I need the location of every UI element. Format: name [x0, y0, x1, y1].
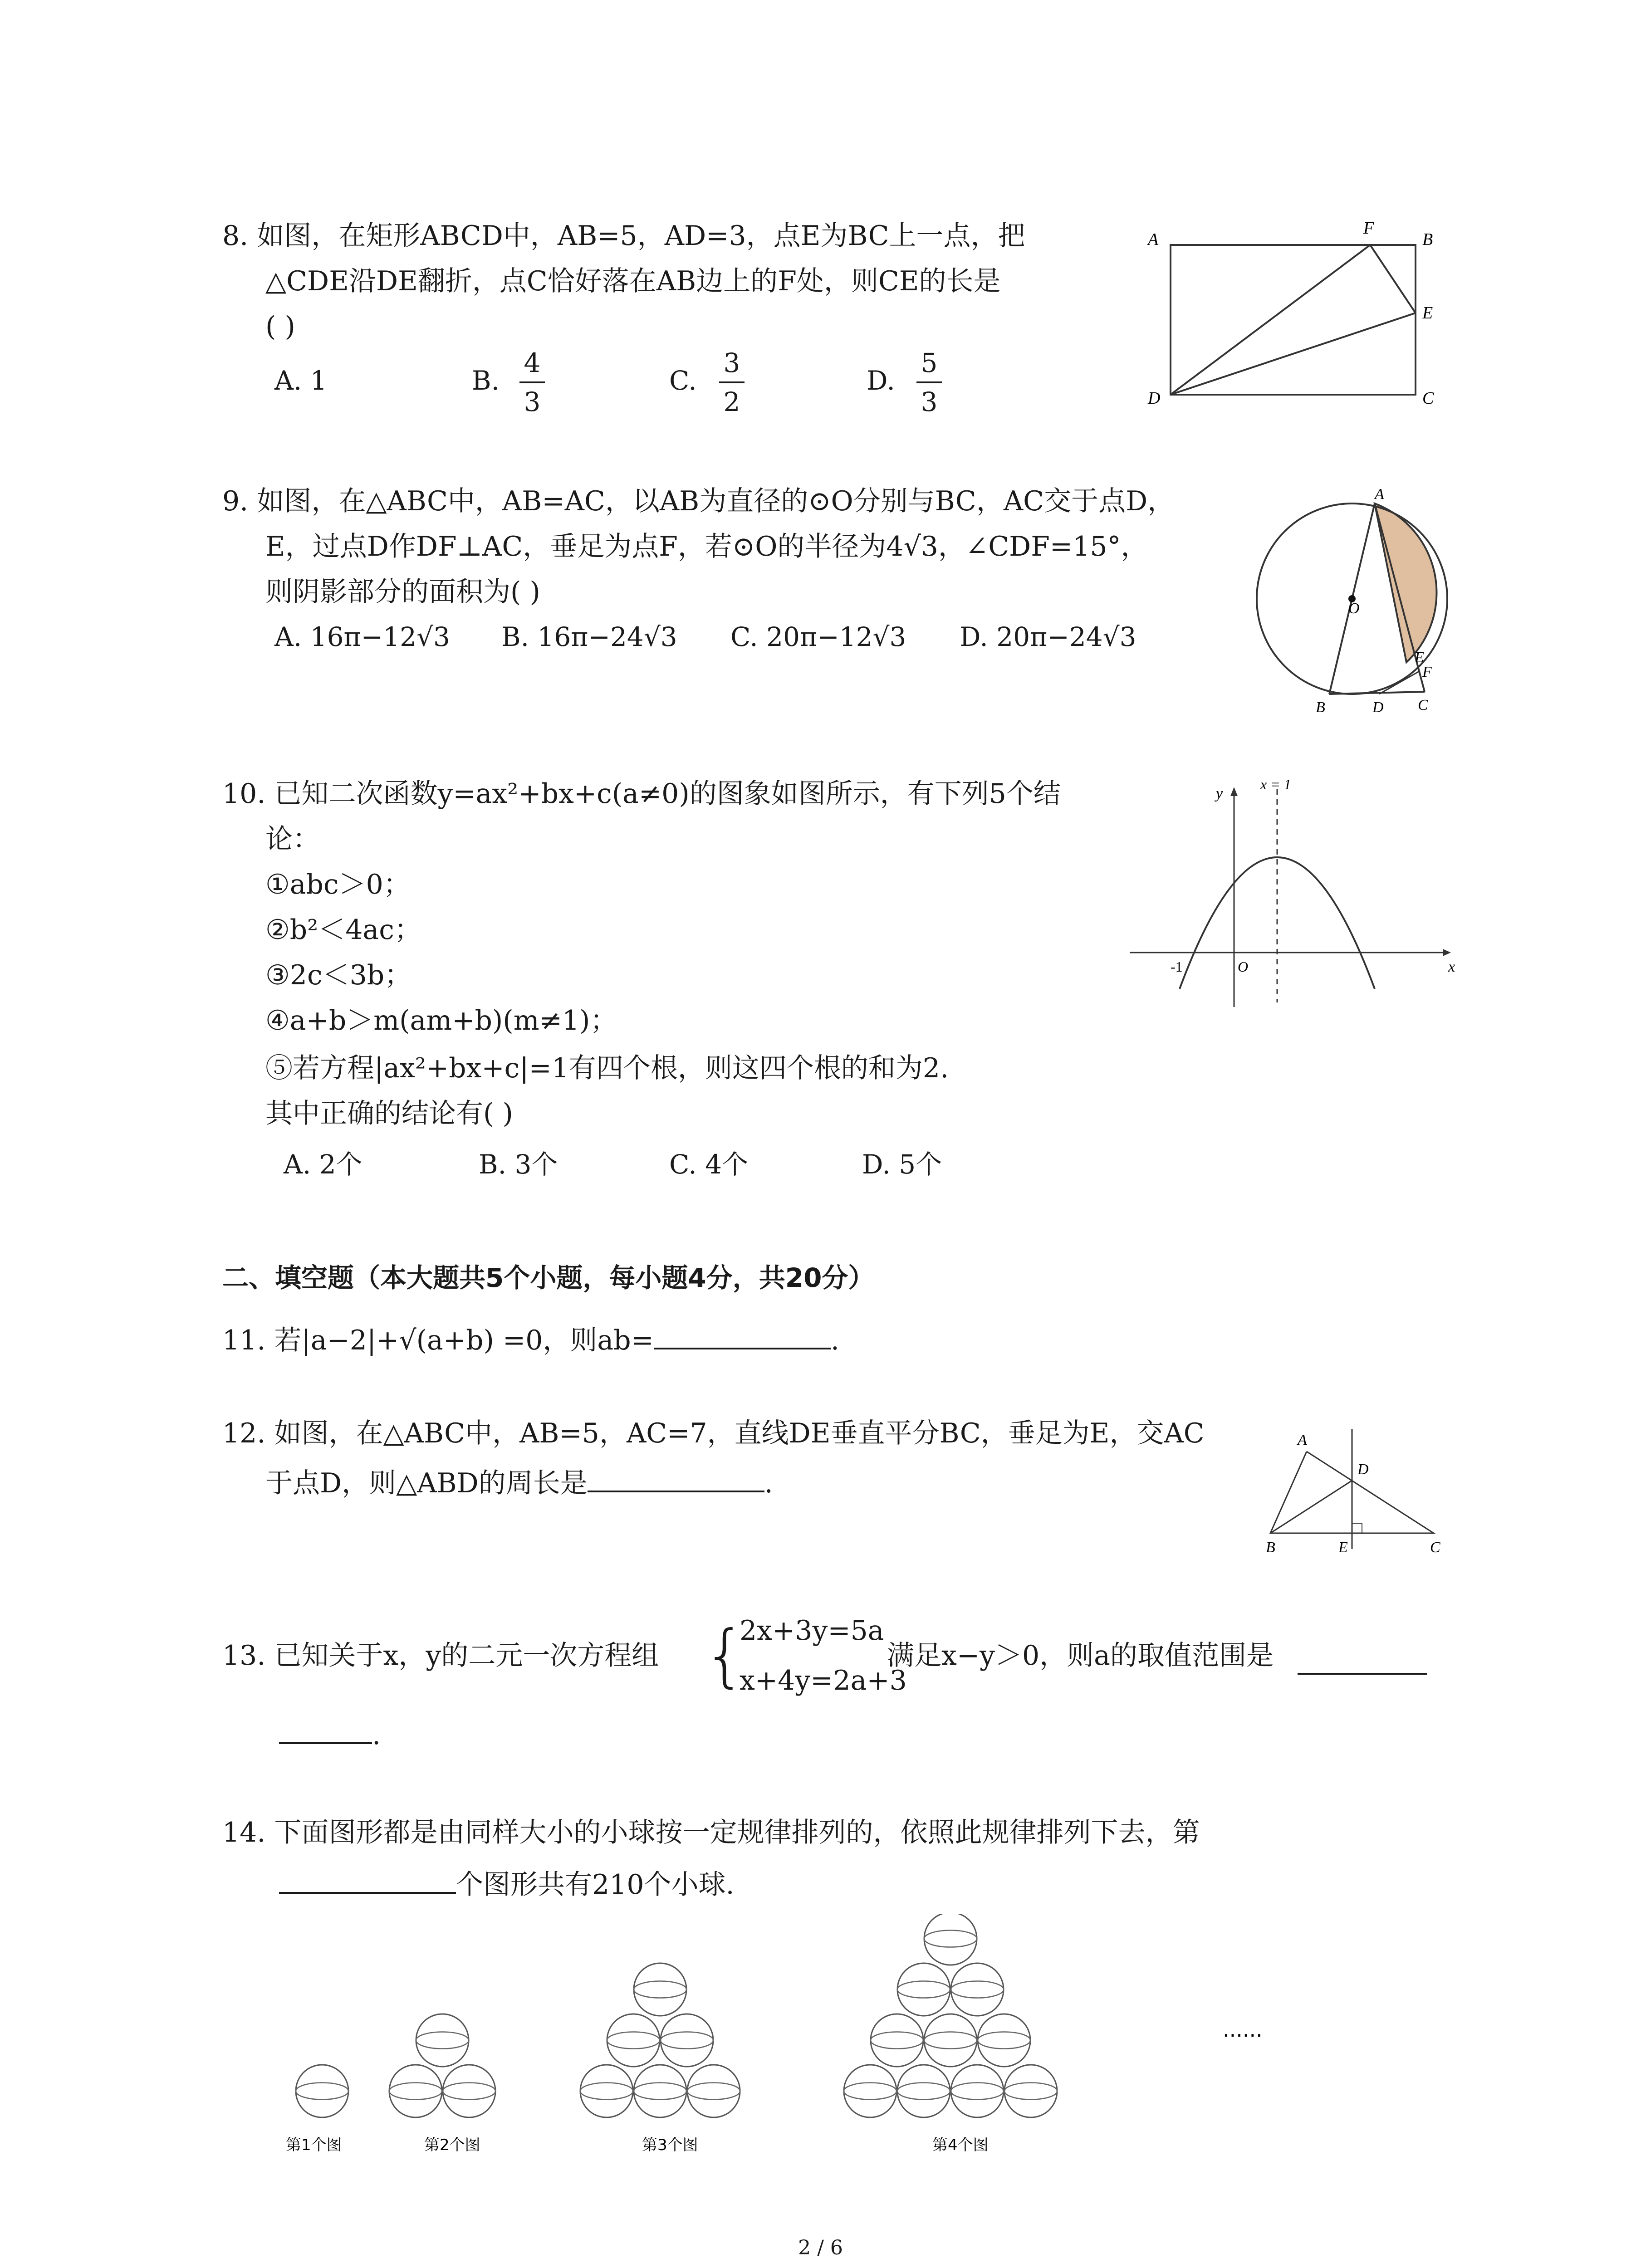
q8-line1: 8. 如图，在矩形ABCD中，AB=5，AD=3，点E为BC上一点，把 — [222, 220, 1025, 252]
q8-option-c-label: C. — [669, 365, 697, 396]
svg-text:C: C — [1422, 389, 1434, 408]
ball — [580, 2065, 633, 2117]
q10-conclusion-5: ⑤若方程|ax²+bx+c|=1有四个根，则这四个根的和为2. — [265, 1052, 949, 1084]
q9-line1: 9. 如图，在△ABC中，AB=AC，以AB为直径的⊙O分别与BC，AC交于点D， — [222, 485, 1175, 517]
svg-text:O: O — [1348, 600, 1360, 617]
ball — [924, 2014, 977, 2067]
svg-text:E: E — [1338, 1539, 1348, 1556]
ball — [897, 1963, 950, 2016]
svg-text:B: B — [1422, 230, 1433, 249]
ball — [951, 1963, 1004, 2016]
q14-line1: 14. 下面图形都是由同样大小的小球按一定规律排列的，依照此规律排列下去，第 — [222, 1817, 1200, 1848]
svg-text:-1: -1 — [1171, 958, 1183, 975]
q13-equation-1: 2x+3y=5a — [740, 1615, 884, 1647]
ball — [416, 2014, 469, 2067]
svg-text:B: B — [1316, 699, 1325, 716]
q9-line2: E，过点D作DF⊥AC，垂足为点F，若⊙O的半径为4√3，∠CDF=15°， — [265, 531, 1148, 562]
q10-line8: 其中正确的结论有( ) — [265, 1098, 513, 1129]
q10-option-a: A. 2个 — [284, 1149, 362, 1180]
ball — [924, 1914, 977, 1965]
q8-option-b-fraction: 4 3 — [519, 347, 545, 418]
ball — [687, 2065, 740, 2117]
page-number: 2 / 6 — [798, 2236, 843, 2259]
ball — [897, 2065, 950, 2117]
q10-parabola-figure — [1121, 776, 1456, 1012]
svg-text:F: F — [1363, 219, 1374, 238]
ball — [844, 2065, 896, 2117]
svg-text:E: E — [1422, 303, 1433, 323]
q9-option-a: A. 16π−12√3 — [274, 621, 450, 652]
q10-option-d: D. 5个 — [862, 1149, 942, 1180]
q13-brace: { — [703, 1616, 747, 1695]
ball — [443, 2065, 495, 2117]
q12-post: . — [764, 1467, 773, 1499]
q13-end: . — [372, 1719, 381, 1751]
q8-option-a: A. 1 — [274, 365, 327, 396]
q12-answer-blank[interactable] — [588, 1491, 764, 1492]
q12-line2-text: 于点D，则△ABD的周长是 — [265, 1467, 588, 1499]
q8-line2: △CDE沿DE翻折，点C恰好落在AB边上的F处，则CE的长是 — [265, 265, 1001, 297]
q10-conclusion-2: ②b²＜4ac； — [265, 914, 421, 946]
ball — [296, 2065, 348, 2117]
svg-text:y: y — [1216, 785, 1223, 802]
ball — [634, 2065, 686, 2117]
svg-text:D: D — [1372, 699, 1384, 716]
ball — [661, 2014, 713, 2067]
q10-conclusion-3: ③2c＜3b； — [265, 959, 412, 991]
ball — [634, 1963, 686, 2016]
q8-option-c-fraction: 3 2 — [719, 347, 745, 418]
ball — [607, 2014, 660, 2067]
q14-ellipsis: ...... — [1223, 2017, 1263, 2042]
q12-line2 — [265, 1461, 773, 1506]
svg-text:F: F — [1422, 664, 1432, 680]
q12-triangle-figure — [1252, 1424, 1461, 1556]
svg-text:x: x — [1448, 958, 1455, 975]
svg-text:O: O — [1238, 958, 1249, 975]
q8-option-d-label: D. — [867, 365, 895, 396]
q14-fig3-caption: 第3个图 — [642, 2136, 698, 2154]
q13-post: 满足x−y＞0，则a的取值范围是 — [887, 1640, 1274, 1672]
q10-conclusion-4: ④a+b＞m(am+b)(m≠1)； — [265, 1005, 617, 1036]
svg-text:A: A — [1148, 230, 1159, 249]
q12-line1: 12. 如图，在△ABC中，AB=5，AC=7，直线DE垂直平分BC，垂足为E，交AC — [222, 1418, 1205, 1449]
ball — [1004, 2065, 1057, 2117]
ball — [389, 2065, 442, 2117]
q8-option-b-label: B. — [472, 365, 500, 396]
q9-circle-figure — [1243, 481, 1470, 717]
q8-line3: ( ) — [265, 311, 295, 342]
q14-fig4-caption: 第4个图 — [932, 2136, 989, 2154]
q8-rectangle-figure — [1134, 213, 1461, 422]
q14-answer-blank[interactable] — [279, 1892, 456, 1894]
q9-option-b: B. 16π−24√3 — [501, 621, 677, 652]
q14-balls-figure — [272, 1914, 1497, 2186]
q10-line1: 10. 已知二次函数y=ax²+bx+c(a≠0)的图象如图所示，有下列5个结 — [222, 778, 1061, 810]
q9-line3: 则阴影部分的面积为( ) — [265, 576, 540, 608]
svg-text:A: A — [1375, 486, 1384, 503]
svg-text:C: C — [1430, 1539, 1440, 1556]
q10-line2: 论： — [265, 823, 320, 855]
q9-option-c: C. 20π−12√3 — [730, 621, 906, 652]
q10-option-b: B. 3个 — [479, 1149, 558, 1180]
svg-text:D: D — [1148, 389, 1161, 408]
q13-line2 — [279, 1712, 381, 1758]
svg-text:A: A — [1298, 1432, 1307, 1448]
q9-option-d: D. 20π−24√3 — [960, 621, 1136, 652]
q13-pre: 13. 已知关于x，y的二元一次方程组 — [222, 1640, 659, 1672]
q11-answer-blank[interactable] — [654, 1348, 831, 1349]
section-title-fill-in: 二、填空题（本大题共5个小题，每小题4分，共20分） — [222, 1262, 875, 1293]
q13-equation-2: x+4y=2a+3 — [740, 1665, 907, 1696]
q14-fig1-caption: 第1个图 — [286, 2136, 342, 2154]
svg-text:C: C — [1418, 697, 1428, 714]
svg-text:E: E — [1415, 649, 1424, 666]
q10-conclusion-1: ①abc＞0； — [265, 869, 411, 900]
ball — [951, 2065, 1004, 2117]
svg-text:D: D — [1357, 1461, 1369, 1478]
svg-text:B: B — [1266, 1539, 1275, 1556]
q14-fig2-caption: 第2个图 — [424, 2136, 480, 2154]
q11-pre: 11. 若|a−2|+√(a+b) =0，则ab= — [222, 1325, 654, 1356]
q13-answer-blank-part1[interactable] — [1298, 1673, 1427, 1675]
ball — [978, 2014, 1030, 2067]
q10-option-c: C. 4个 — [669, 1149, 749, 1180]
q11-text — [222, 1318, 839, 1363]
svg-text:x = 1: x = 1 — [1260, 776, 1291, 792]
q14-line2 — [279, 1862, 735, 1907]
ball — [871, 2014, 923, 2067]
q11-post: . — [830, 1325, 839, 1356]
q8-option-d-fraction: 5 3 — [916, 347, 942, 418]
q13-answer-blank-part2[interactable] — [279, 1742, 372, 1744]
q14-line2-post: 个图形共有210个小球. — [456, 1869, 735, 1901]
